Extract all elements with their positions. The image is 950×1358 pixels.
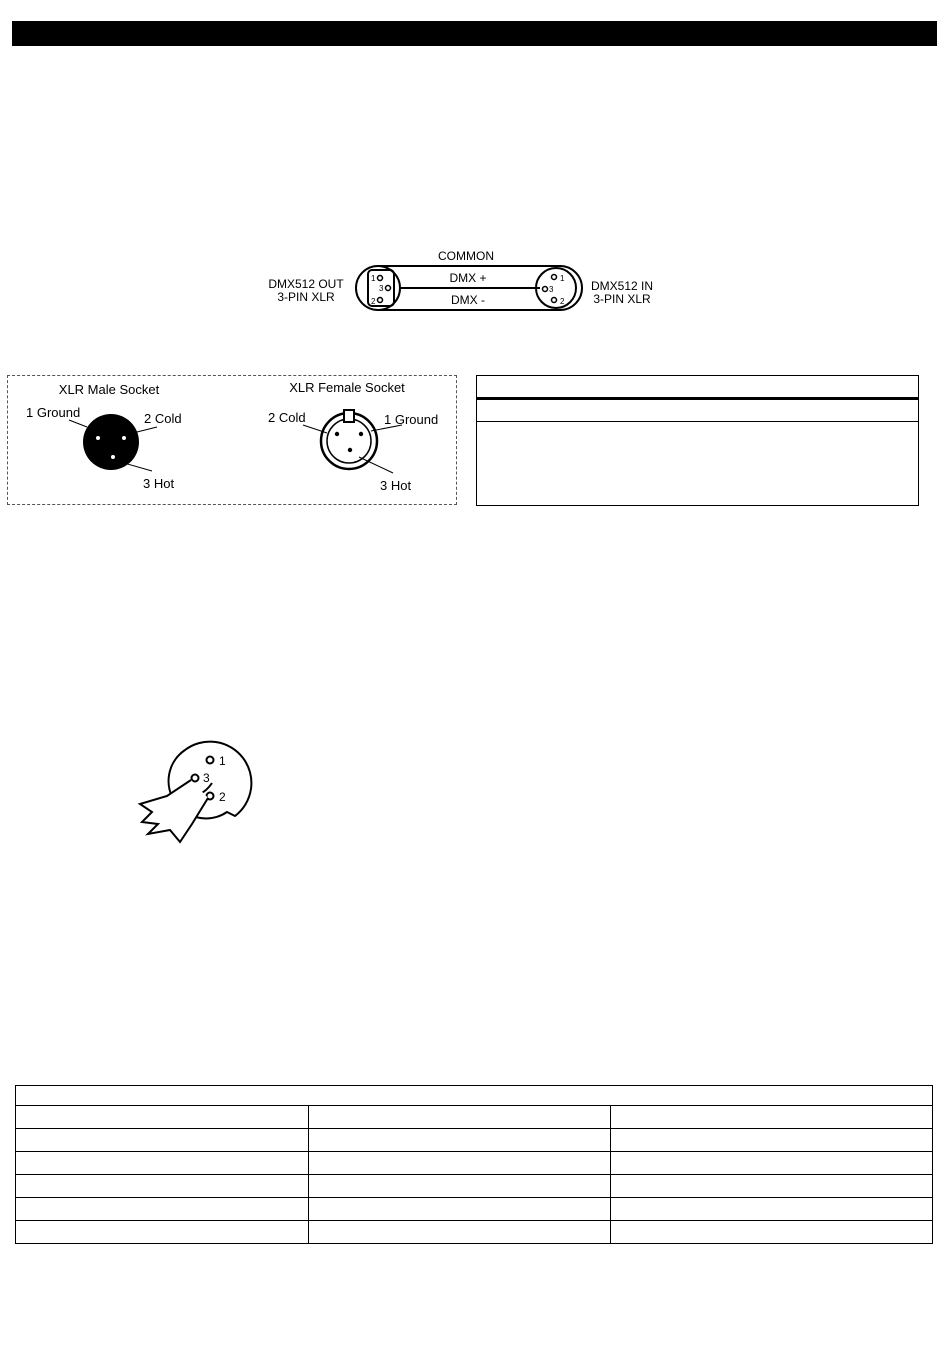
table-cell (309, 1152, 611, 1175)
table-row (16, 1106, 933, 1129)
xlr-male-pin2-label: 2 Cold (144, 411, 182, 426)
table-cell (309, 1106, 611, 1129)
table-cell (309, 1175, 611, 1198)
xlr-male-pin3-label: 3 Hot (143, 476, 175, 491)
xlr-female-pin1-label: 1 Ground (384, 412, 439, 427)
out-pin-3: 3 (379, 284, 384, 293)
table-cell (16, 1198, 309, 1221)
xlr-female-pin3-label: 3 Hot (380, 478, 412, 493)
terminator-pin-3: 3 (203, 771, 210, 785)
table-cell (16, 1175, 309, 1198)
dmx-cable-diagram (250, 244, 670, 320)
header-bar (12, 21, 937, 46)
dmx-out-sublabel: 3-PIN XLR (277, 290, 335, 304)
out-pin-1: 1 (371, 274, 376, 283)
table-cell (611, 1152, 933, 1175)
table-cell (611, 1221, 933, 1244)
info-table-row (477, 400, 918, 422)
table-cell (309, 1129, 611, 1152)
terminator-pin-2: 2 (219, 790, 226, 804)
xlr-female-socket-icon (321, 410, 377, 469)
xlr-female-title: XLR Female Socket (289, 380, 405, 395)
dmx-in-label: DMX512 IN (590, 279, 654, 293)
out-pin-2: 2 (371, 297, 376, 306)
table-cell (16, 1221, 309, 1244)
table-row (16, 1198, 933, 1221)
table-row (16, 1152, 933, 1175)
dmx-minus-label: DMX - (451, 293, 485, 307)
table-cell (309, 1221, 611, 1244)
xlr-sockets-diagram (7, 375, 457, 505)
terminator-diagram (132, 738, 262, 850)
spec-table-title (16, 1086, 933, 1106)
info-table (476, 375, 919, 506)
terminator-pin-1: 1 (219, 754, 226, 768)
table-cell (16, 1152, 309, 1175)
in-pin-3: 3 (549, 285, 554, 294)
table-cell (309, 1198, 611, 1221)
dmx-plus-label: DMX + (449, 271, 487, 285)
table-row (16, 1129, 933, 1152)
dmx-in-sublabel: 3-PIN XLR (593, 292, 651, 306)
xlr-male-pin1-label: 1 Ground (26, 405, 81, 420)
common-label: COMMON (438, 249, 494, 263)
xlr-female-pin2-label: 2 Cold (268, 410, 306, 425)
xlr-male-title: XLR Male Socket (58, 382, 160, 397)
table-cell (611, 1198, 933, 1221)
spec-table (15, 1085, 933, 1244)
table-row (16, 1221, 933, 1244)
dmx-out-label: DMX512 OUT (268, 277, 344, 291)
table-cell (611, 1175, 933, 1198)
info-table-row (477, 422, 918, 506)
spec-table-title-row (16, 1086, 933, 1106)
in-pin-1: 1 (560, 274, 565, 283)
in-pin-2: 2 (560, 297, 565, 306)
table-cell (16, 1129, 309, 1152)
table-row (16, 1175, 933, 1198)
table-cell (611, 1129, 933, 1152)
xlr-male-socket-icon (83, 414, 139, 470)
table-cell (611, 1106, 933, 1129)
table-cell (16, 1106, 309, 1129)
info-table-header (477, 376, 918, 400)
